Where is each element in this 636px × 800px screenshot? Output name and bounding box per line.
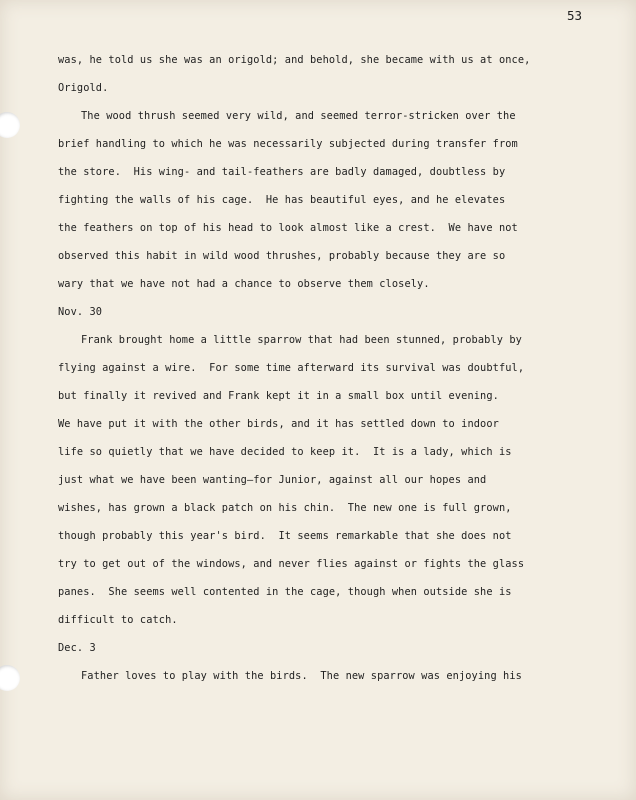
text-line: Father loves to play with the birds. The new sparrow was enjoying his (81, 670, 522, 682)
text-line: though probably this year's bird. It seems remarkable that she does not (58, 530, 512, 542)
punch-hole-bottom (0, 665, 20, 691)
text-line: difficult to catch. (58, 614, 178, 626)
text-line: brief handling to which he was necessarily subjected during transfer from (58, 138, 518, 150)
page-number: 53 (566, 8, 582, 23)
text-line: wishes, has grown a black patch on his chin. The new one is full grown, (58, 502, 512, 514)
text-line: the store. His wing- and tail-feathers are badly damaged, doubtless by (58, 166, 506, 178)
text-line: We have put it with the other birds, and it has settled down to indoor (58, 418, 499, 430)
text-line: observed this habit in wild wood thrushes, probably because they are so (58, 250, 506, 262)
text-line: try to get out of the windows, and never flies against or fights the glass (58, 558, 525, 570)
text-line: Frank brought home a little sparrow that had been stunned, probably by (81, 334, 522, 346)
text-line: Nov. 30 (58, 306, 103, 318)
body-text (58, 46, 598, 690)
text-line: panes. She seems well contented in the cage, though when outside she is (58, 586, 512, 598)
text-line: Dec. 3 (58, 642, 96, 654)
text-line: life so quietly that we have decided to keep it. It is a lady, which is (58, 446, 512, 458)
text-line: but finally it revived and Frank kept it in a small box until evening. (58, 390, 499, 402)
text-line: fighting the walls of his cage. He has beautiful eyes, and he elevates (58, 194, 506, 206)
text-line: was, he told us she was an origold; and behold, she became with us at once, (58, 54, 531, 66)
text-line: Origold. (58, 82, 109, 94)
text-line: The wood thrush seemed very wild, and seemed terror-stricken over the (81, 110, 516, 122)
text-line: the feathers on top of his head to look almost like a crest. We have not (58, 222, 518, 234)
text-line: just what we have been wanting—for Junior, against all our hopes and (58, 474, 487, 486)
punch-hole-top (0, 112, 20, 138)
text-line: flying against a wire. For some time afterward its survival was doubtful, (58, 362, 525, 374)
text-line: wary that we have not had a chance to observe them closely. (58, 278, 430, 290)
